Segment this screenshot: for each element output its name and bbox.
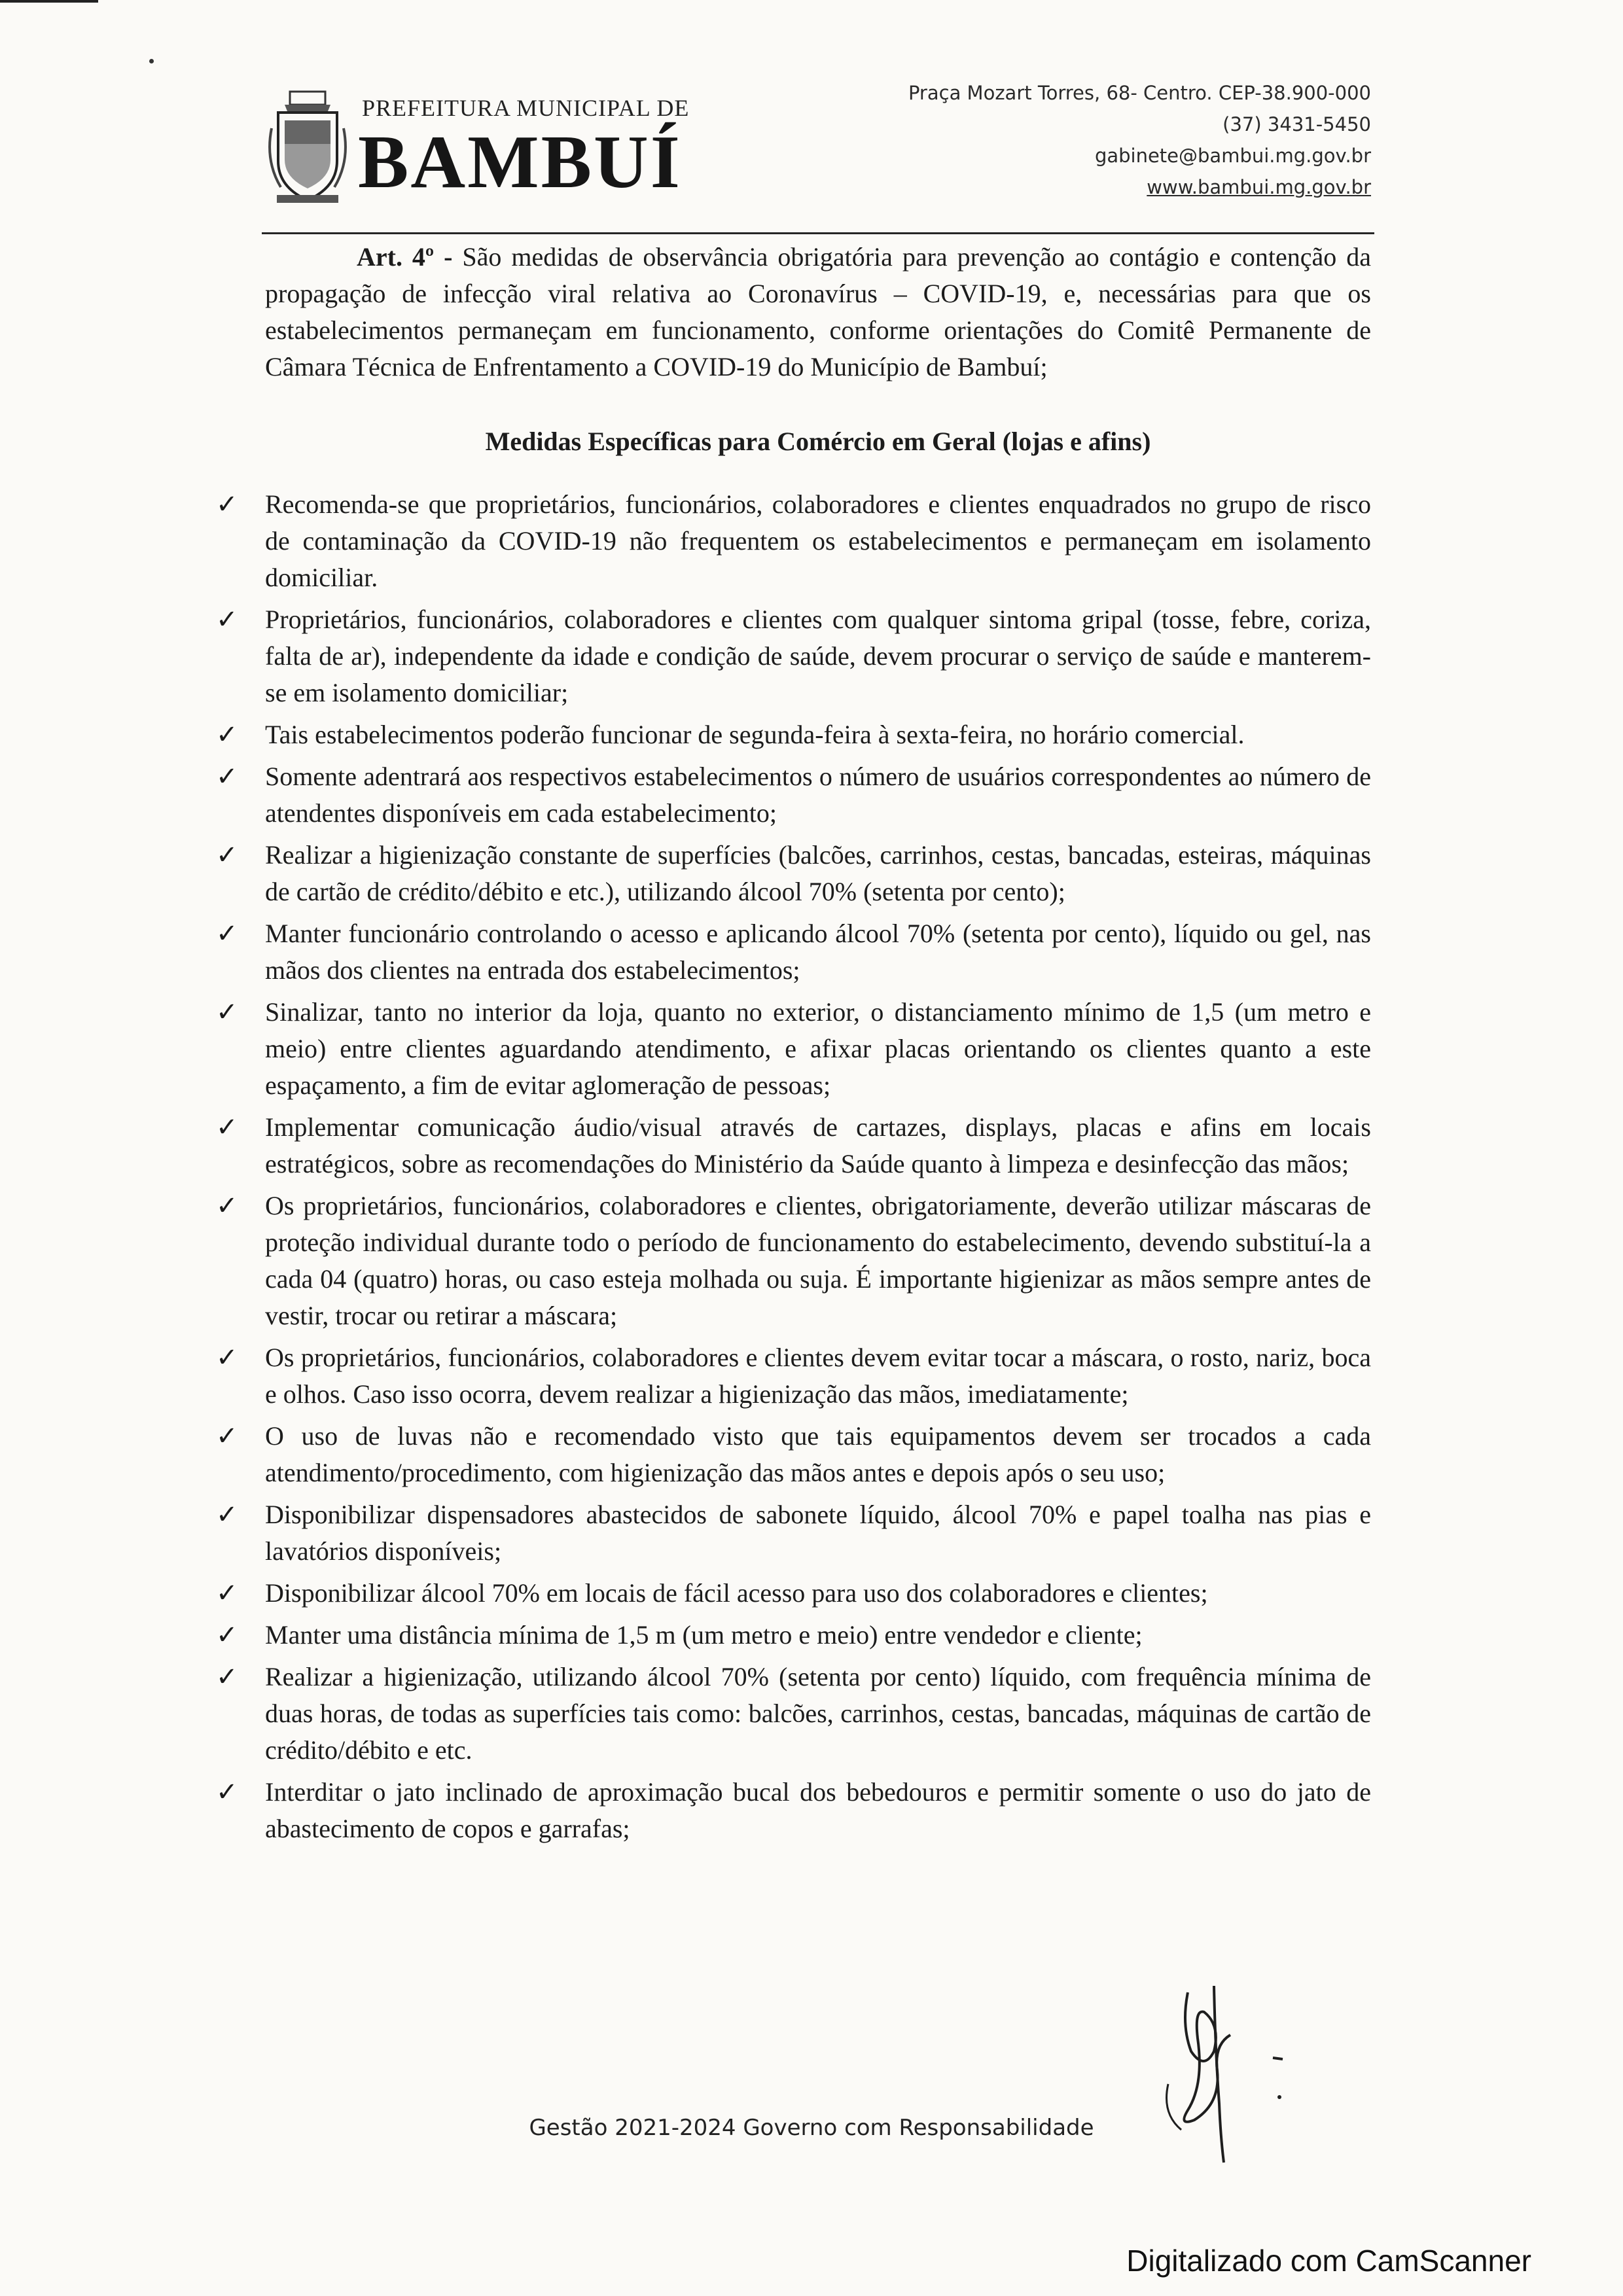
check-icon: ✓ xyxy=(216,605,238,635)
coat-of-arms-icon xyxy=(265,89,350,207)
check-icon: ✓ xyxy=(216,1777,238,1807)
measure-text: Interditar o jato inclinado de aproximação bucal dos bebedouros e permitir somente o uso do jato de abastecimento de copos e garrafas; xyxy=(265,1777,1371,1843)
check-icon: ✓ xyxy=(216,1112,238,1142)
measure-item xyxy=(216,1617,1371,1653)
address: Praça Mozart Torres, 68- Centro. CEP-38.900-000 xyxy=(908,82,1371,104)
city-hall-label: PREFEITURA MUNICIPAL DE xyxy=(362,95,690,121)
check-icon: ✓ xyxy=(216,1191,238,1221)
measure-text: Os proprietários, funcionários, colaboradores e clientes, obrigatoriamente, deverão utilizar máscaras de proteção individual durante todo o período de funcionamento do estabelecimento, devendo substituí-la a cada 04 (quatro) horas, ou caso esteja molhada ou suja. É importante higienizar as mãos sempre antes de vestir, trocar ou retirar a máscara; xyxy=(265,1191,1371,1330)
check-icon: ✓ xyxy=(216,1578,238,1608)
measure-item xyxy=(216,1659,1371,1769)
document-body xyxy=(216,239,1371,1852)
scan-edge-line xyxy=(0,0,98,3)
check-icon: ✓ xyxy=(216,997,238,1027)
measure-item xyxy=(216,601,1371,711)
measure-text: Recomenda-se que proprietários, funcionários, colaboradores e clientes enquadrados no grupo de risco de contaminação da COVID-19 não frequentem os estabelecimentos e permaneçam em isolamento domiciliar. xyxy=(265,489,1371,592)
check-icon: ✓ xyxy=(216,762,238,792)
article-label: Art. 4º - xyxy=(357,242,453,272)
measure-text: Disponibilizar álcool 70% em locais de fácil acesso para uso dos colaboradores e clientes; xyxy=(265,1578,1208,1608)
footer-slogan: Gestão 2021-2024 Governo com Responsabilidade xyxy=(529,2115,1094,2141)
article-paragraph xyxy=(265,239,1371,385)
check-icon: ✓ xyxy=(216,720,238,750)
measure-item xyxy=(216,994,1371,1104)
measure-text: Sinalizar, tanto no interior da loja, quanto no exterior, o distanciamento mínimo de 1,5 (um metro e meio) entre clientes aguardando atendimento, e afixar placas orientando os clientes quanto a este espaçamento, a fim de evitar aglomeração de pessoas; xyxy=(265,997,1371,1100)
section-title: Medidas Específicas para Comércio em Geral (lojas e afins) xyxy=(485,427,1151,456)
measure-text: Realizar a higienização, utilizando álcool 70% (setenta por cento) líquido, com frequência mínima de duas horas, de todas as superfícies tais como: balcões, carrinhos, cestas, bancadas, máquinas de cartão de crédito/débito e etc. xyxy=(265,1662,1371,1765)
measure-text: Tais estabelecimentos poderão funcionar de segunda-feira à sexta-feira, no horário comercial. xyxy=(265,720,1245,749)
measure-item xyxy=(216,1188,1371,1334)
email: gabinete@bambui.mg.gov.br xyxy=(1094,145,1371,167)
check-icon: ✓ xyxy=(216,1662,238,1692)
measure-text: Realizar a higienização constante de superfícies (balcões, carrinhos, cestas, bancadas, esteiras, máquinas de cartão de crédito/débito e etc.), utilizando álcool 70% (setenta por cento); xyxy=(265,840,1371,906)
measure-item xyxy=(216,1575,1371,1612)
check-icon: ✓ xyxy=(216,1620,238,1650)
measures-list xyxy=(216,486,1371,1847)
measure-text: Implementar comunicação áudio/visual através de cartazes, displays, placas e afins em locais estratégicos, sobre as recomendações do Ministério da Saúde quanto à limpeza e desinfecção das mãos; xyxy=(265,1112,1371,1178)
header-divider xyxy=(262,232,1374,234)
check-icon: ✓ xyxy=(216,840,238,870)
check-icon: ✓ xyxy=(216,1343,238,1373)
check-icon: ✓ xyxy=(216,489,238,520)
measure-item xyxy=(216,915,1371,989)
check-icon: ✓ xyxy=(216,1421,238,1451)
measure-item xyxy=(216,1418,1371,1491)
letterhead xyxy=(265,77,1371,228)
check-icon: ✓ xyxy=(216,1500,238,1530)
measure-text: Proprietários, funcionários, colaboradores e clientes com qualquer sintoma gripal (tosse, febre, coriza, falta de ar), independente da idade e condição de saúde, devem procurar o serviço de saúde e manterem-se em isolamento domiciliar; xyxy=(265,605,1371,707)
measure-item xyxy=(216,1774,1371,1847)
measure-item xyxy=(216,837,1371,910)
phone: (37) 3431-5450 xyxy=(1222,113,1371,135)
measure-item xyxy=(216,486,1371,596)
website-link: www.bambui.mg.gov.br xyxy=(1147,176,1371,198)
measure-item xyxy=(216,716,1371,753)
measure-item xyxy=(216,1339,1371,1413)
measure-text: Somente adentrará aos respectivos estabelecimentos o número de usuários correspondentes ao número de atendentes disponíveis em cada estabelecimento; xyxy=(265,762,1371,828)
scanner-watermark: Digitalizado com CamScanner xyxy=(1126,2244,1531,2278)
contact-block xyxy=(908,77,1371,203)
measure-text: Os proprietários, funcionários, colaboradores e clientes devem evitar tocar a máscara, o rosto, nariz, boca e olhos. Caso isso ocorra, devem realizar a higienização das mãos, imediatamente; xyxy=(265,1343,1371,1409)
scan-speck xyxy=(149,59,154,63)
check-icon: ✓ xyxy=(216,919,238,949)
measure-item xyxy=(216,1496,1371,1570)
measure-item xyxy=(216,758,1371,832)
measure-text: Manter funcionário controlando o acesso e aplicando álcool 70% (setenta por cento), líquido ou gel, nas mãos dos clientes na entrada dos estabelecimentos; xyxy=(265,919,1371,985)
measure-text: Manter uma distância mínima de 1,5 m (um metro e meio) entre vendedor e cliente; xyxy=(265,1620,1143,1650)
city-name: BAMBUÍ xyxy=(358,120,682,204)
article-text: São medidas de observância obrigatória para prevenção ao contágio e contenção da propagação de infecção viral relativa ao Coronavírus – COVID-19, e, necessárias para que os estabelecimentos permaneçam em funcionamento, conforme orientações do Comitê Permanente de Câmara Técnica de Enfrentamento a COVID-19 do Município de Bambuí; xyxy=(265,242,1371,381)
measure-item xyxy=(216,1109,1371,1182)
measure-text: Disponibilizar dispensadores abastecidos de sabonete líquido, álcool 70% e papel toalha nas pias e lavatórios disponíveis; xyxy=(265,1500,1371,1566)
measure-text: O uso de luvas não e recomendado visto que tais equipamentos devem ser trocados a cada atendimento/procedimento, com higienização das mãos antes e depois após o seu uso; xyxy=(265,1421,1371,1487)
